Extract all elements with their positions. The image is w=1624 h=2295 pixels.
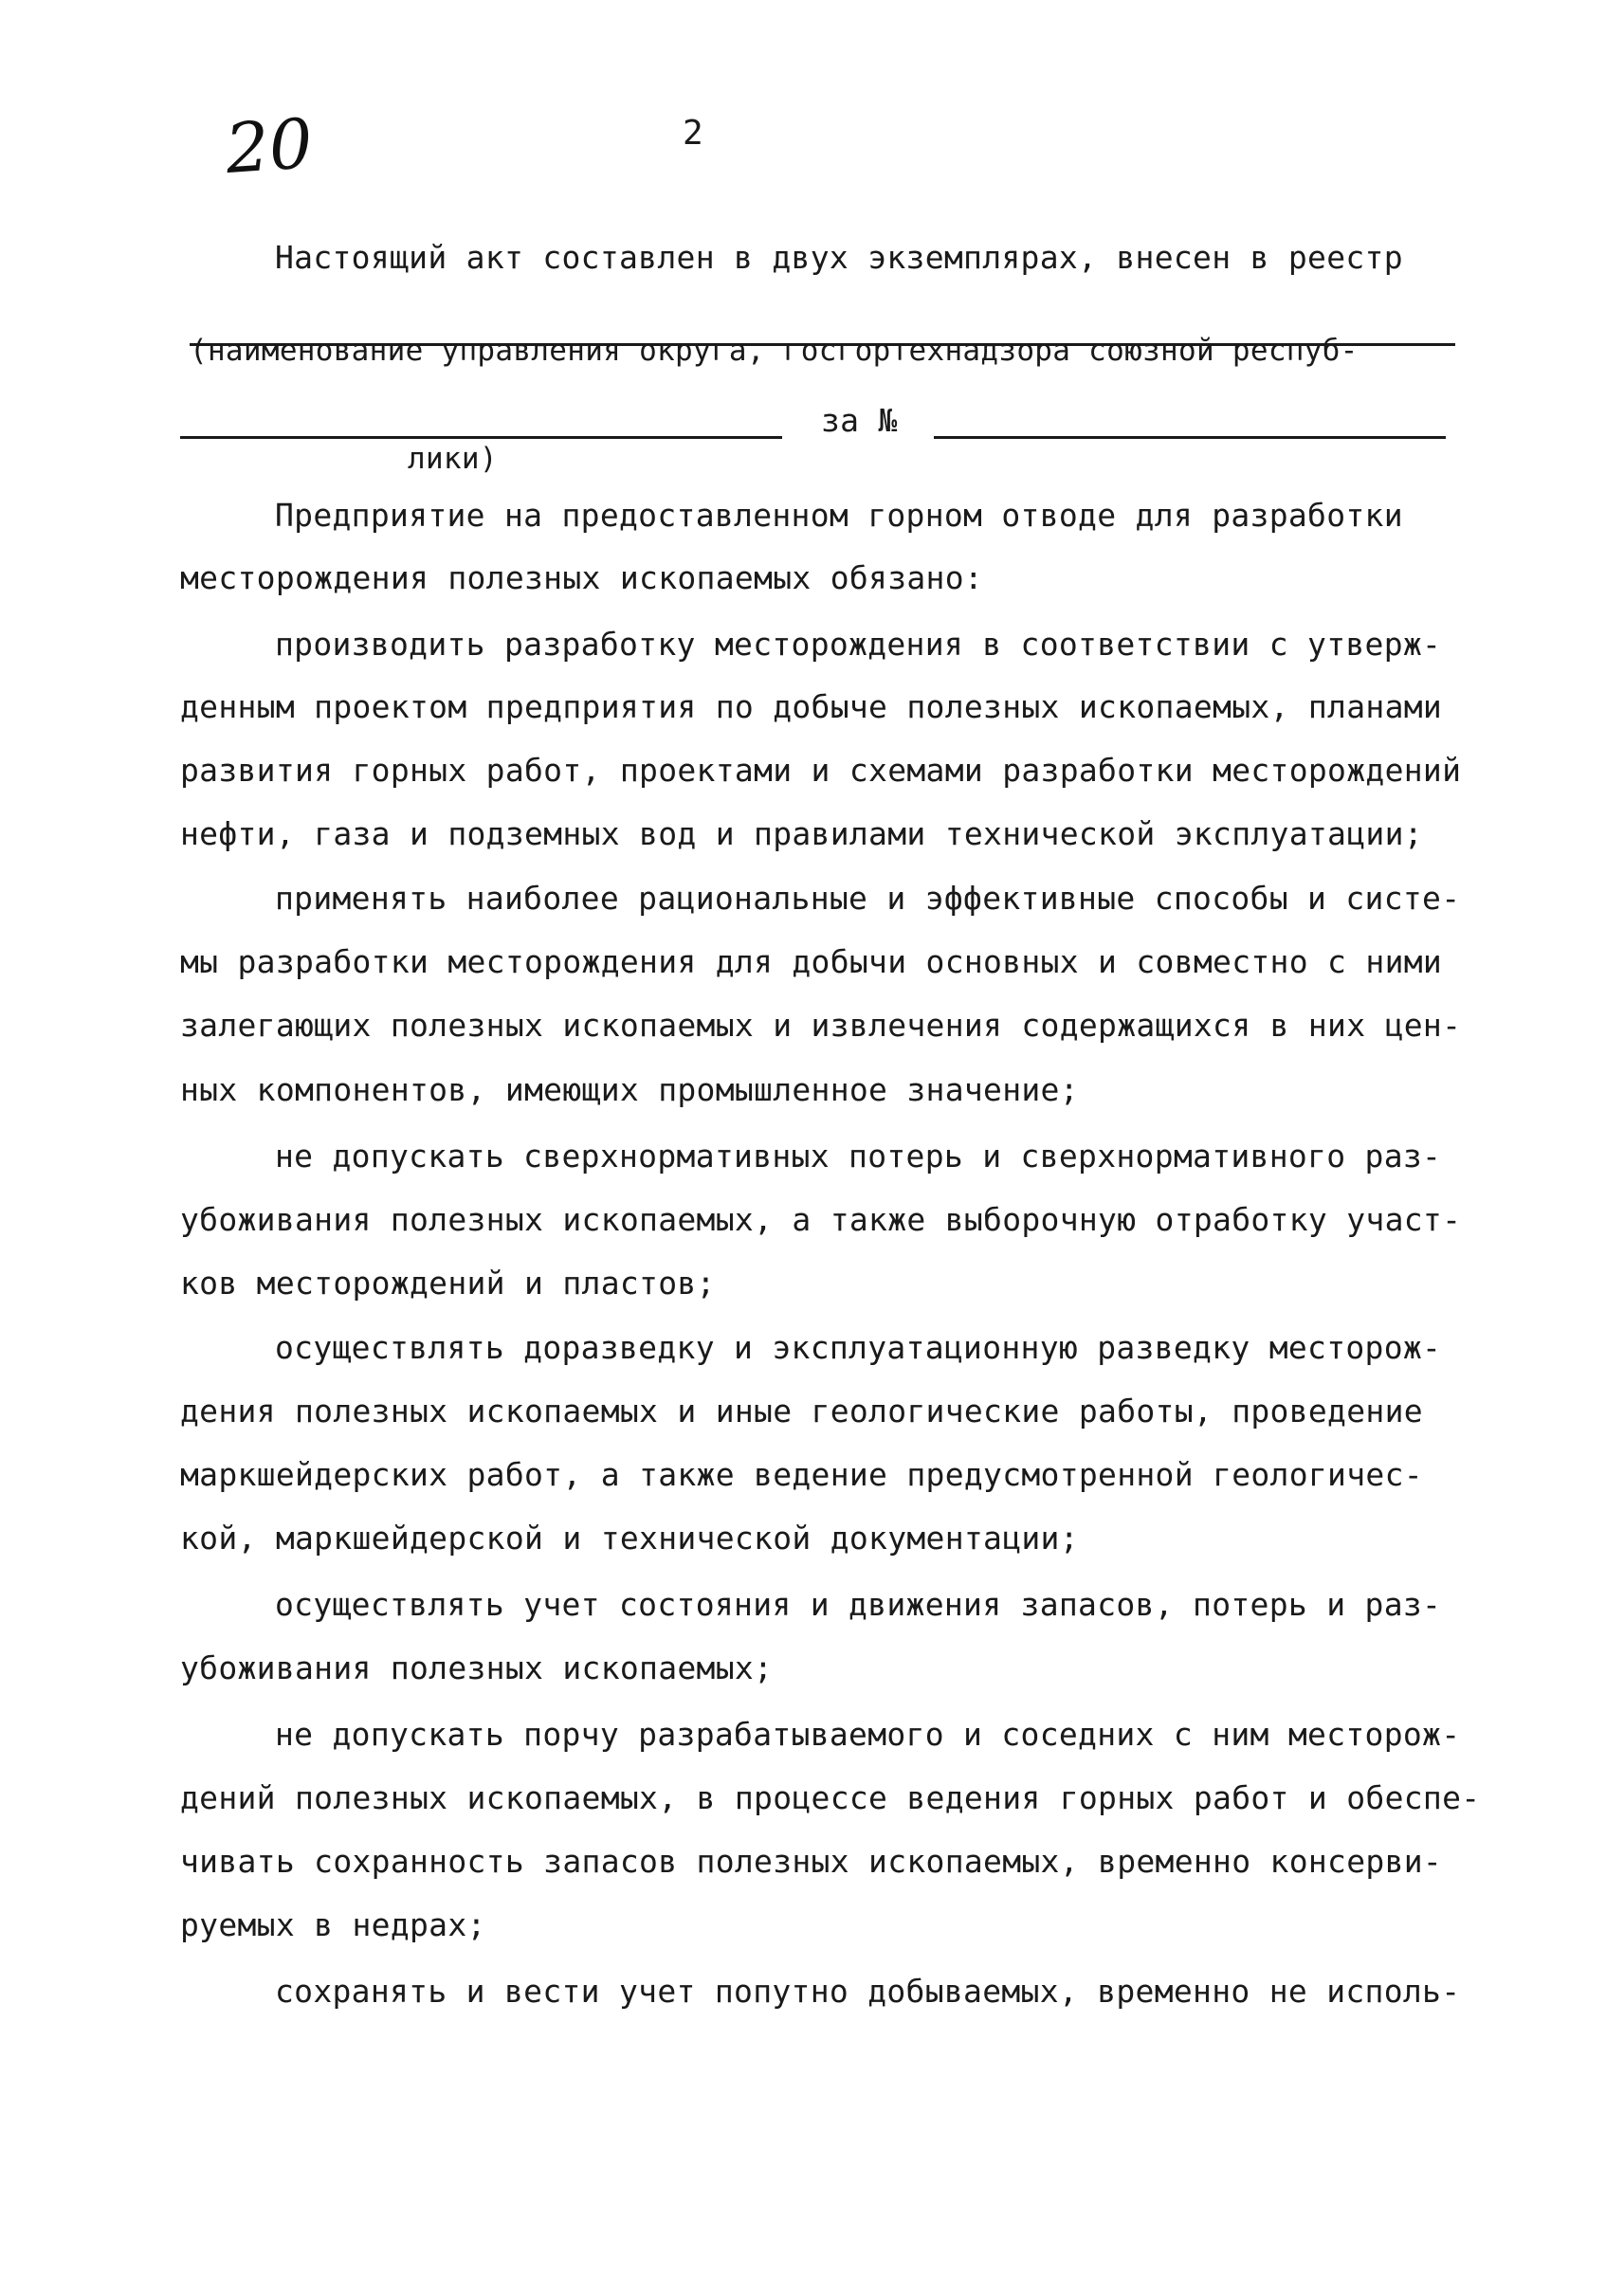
paragraph-line: осуществлять учет состояния и движения запасов, потерь и раз- [275, 1586, 1442, 1623]
paragraph-line: применять наиболее рациональные и эффективные способы и систе- [275, 880, 1461, 917]
paragraph-line: кой, маркшейдерской и технической документации; [180, 1520, 1079, 1557]
paragraph-line: не допускать сверхнормативных потерь и сверхнормативного раз- [275, 1138, 1442, 1175]
paragraph-line: залегающих полезных ископаемых и извлечения содержащихся в них цен- [180, 1007, 1462, 1044]
header-caption-1: (наименование управления округа, госгортехнадзора союзной респуб- [190, 334, 1359, 368]
paragraph-line: маркшейдерских работ, а также ведение предусмотренной геологичес- [180, 1456, 1423, 1493]
paragraph-line: осуществлять доразведку и эксплуатационную разведку месторож- [275, 1329, 1442, 1366]
paragraph-line: чивать сохранность запасов полезных ископаемых, временно консерви- [180, 1843, 1443, 1880]
paragraph-line: руемых в недрах; [180, 1906, 486, 1943]
paragraph-line: нефти, газа и подземных вод и правилами технической эксплуатации; [180, 815, 1423, 852]
paragraph-line: убоживания полезных ископаемых; [180, 1649, 774, 1686]
paragraph-line: убоживания полезных ископаемых, а также выборочную отработку участ- [180, 1201, 1462, 1238]
paragraph-line: ков месторождений и пластов; [180, 1265, 716, 1302]
paragraph-line: Предприятие на предоставленном горном отводе для разработки [275, 497, 1403, 534]
header-rule-left [180, 436, 782, 439]
paragraph-line: не допускать порчу разрабатываемого и соседних с ним месторож- [275, 1716, 1461, 1753]
paragraph-line: денным проектом предприятия по добыче полезных ископаемых, планами [180, 688, 1443, 725]
header-caption-2: лики) [408, 442, 498, 476]
paragraph-line: дений полезных ископаемых, в процессе ведения горных работ и обеспе- [180, 1779, 1481, 1816]
paragraph-line: производить разработку месторождения в соответствии с утверж- [275, 626, 1442, 663]
paragraph-line: ных компонентов, имеющих промышленное значение; [180, 1071, 1079, 1108]
paragraph-line: сохранять и вести учет попутно добываемых, временно не исполь- [275, 1973, 1461, 2010]
paragraph-line: развития горных работ, проектами и схемами разработки месторождений [180, 752, 1462, 789]
register-number-label: за № [821, 402, 898, 439]
paragraph-line: дения полезных ископаемых и иные геологические работы, проведение [180, 1393, 1423, 1430]
header-rule-right [934, 436, 1446, 439]
header-line: Настоящий акт составлен в двух экземплярах, внесен в реестр [275, 239, 1403, 276]
paragraph-line: мы разработки месторождения для добычи основных и совместно с ними [180, 943, 1443, 980]
handwritten-page-number: 20 [223, 102, 316, 190]
page-number: 2 [683, 114, 703, 153]
paragraph-line: месторождения полезных ископаемых обязано: [180, 559, 984, 596]
